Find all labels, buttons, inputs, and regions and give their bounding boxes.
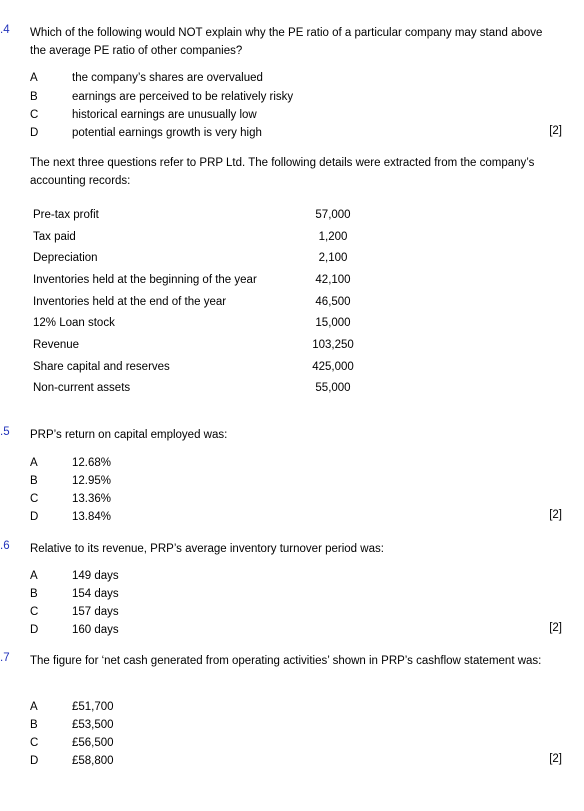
option-c xyxy=(0,490,584,508)
question-text: Relative to its revenue, PRP’s average inventory turnover period was: xyxy=(30,543,384,555)
option-letter: A xyxy=(30,570,38,582)
record-value: 425,000 xyxy=(312,361,354,373)
record-label: Pre-tax profit xyxy=(33,209,99,221)
option-letter: B xyxy=(30,91,38,103)
table-row xyxy=(33,378,363,398)
record-label: Tax paid xyxy=(33,231,76,243)
option-text: 12.95% xyxy=(72,475,112,487)
table-row xyxy=(33,292,363,312)
intro-paragraph: The next three questions refer to PRP Ltd. The following details were extracted from the company’s accounting records: xyxy=(30,157,535,187)
record-label: Depreciation xyxy=(33,252,98,264)
record-value: 57,000 xyxy=(315,209,351,221)
marks-label: [2] xyxy=(549,125,562,137)
option-text: 13.36% xyxy=(72,493,112,505)
option-text: potential earnings growth is very high xyxy=(72,127,262,139)
option-letter: C xyxy=(30,109,39,121)
option-text: historical earnings are unusually low xyxy=(72,109,257,121)
option-text: £56,500 xyxy=(72,737,114,749)
option-text: 160 days xyxy=(72,624,119,636)
option-text: 149 days xyxy=(72,570,119,582)
record-value: 42,100 xyxy=(315,274,351,286)
option-text: £51,700 xyxy=(72,701,114,713)
option-b xyxy=(0,472,584,490)
option-letter: A xyxy=(30,701,38,713)
table-row xyxy=(33,227,363,247)
table-row xyxy=(33,313,363,333)
question-number: .6 xyxy=(0,540,10,552)
record-label: Revenue xyxy=(33,339,80,351)
option-d xyxy=(0,124,584,142)
record-label: Inventories held at the beginning of the year xyxy=(33,274,257,286)
record-label: 12% Loan stock xyxy=(33,317,115,329)
table-row xyxy=(33,357,363,377)
option-a xyxy=(0,698,584,716)
table-row xyxy=(33,335,363,355)
option-a xyxy=(0,454,584,472)
option-c xyxy=(0,106,584,124)
record-label: Share capital and reserves xyxy=(33,361,170,373)
option-b xyxy=(0,716,584,734)
record-label: Inventories held at the end of the year xyxy=(33,296,227,308)
option-text: £53,500 xyxy=(72,719,114,731)
record-value: 55,000 xyxy=(315,382,351,394)
option-letter: C xyxy=(30,737,39,749)
question-text: Which of the following would NOT explain why the PE ratio of a particular company may stand above the average PE ratio of other companies? xyxy=(30,27,543,57)
option-letter: C xyxy=(30,493,39,505)
option-a xyxy=(0,69,584,87)
option-text: 13.84% xyxy=(72,511,112,523)
option-letter: D xyxy=(30,127,39,139)
table-row xyxy=(33,248,363,268)
question-text: The figure for ‘net cash generated from operating activities’ shown in PRP’s cashflow statement was: xyxy=(30,655,542,667)
question-number: .7 xyxy=(0,652,10,664)
record-label: Non-current assets xyxy=(33,382,131,394)
option-d xyxy=(0,508,584,526)
question-number: .4 xyxy=(0,24,10,36)
question-text: PRP’s return on capital employed was: xyxy=(30,429,228,441)
option-letter: C xyxy=(30,606,39,618)
option-d xyxy=(0,752,584,770)
option-c xyxy=(0,734,584,752)
record-value: 46,500 xyxy=(315,296,351,308)
option-letter: D xyxy=(30,755,39,767)
marks-label: [2] xyxy=(549,509,562,521)
option-letter: D xyxy=(30,624,39,636)
option-d xyxy=(0,621,584,639)
marks-label: [2] xyxy=(549,753,562,765)
option-letter: B xyxy=(30,588,38,600)
question-number: .5 xyxy=(0,426,10,438)
option-letter: B xyxy=(30,475,38,487)
marks-label: [2] xyxy=(549,622,562,634)
option-text: 154 days xyxy=(72,588,119,600)
option-b xyxy=(0,585,584,603)
option-letter: D xyxy=(30,511,39,523)
record-value: 15,000 xyxy=(315,317,351,329)
option-text: 12.68% xyxy=(72,457,112,469)
table-row xyxy=(33,205,363,225)
record-value: 2,100 xyxy=(318,252,348,264)
option-text: the company’s shares are overvalued xyxy=(72,72,263,84)
record-value: 103,250 xyxy=(312,339,354,351)
option-letter: B xyxy=(30,719,38,731)
option-text: £58,800 xyxy=(72,755,114,767)
table-row xyxy=(33,270,363,290)
option-b xyxy=(0,88,584,106)
option-letter: A xyxy=(30,72,38,84)
option-c xyxy=(0,603,584,621)
option-text: earnings are perceived to be relatively risky xyxy=(72,91,294,103)
record-value: 1,200 xyxy=(318,231,348,243)
option-letter: A xyxy=(30,457,38,469)
option-text: 157 days xyxy=(72,606,119,618)
option-a xyxy=(0,567,584,585)
